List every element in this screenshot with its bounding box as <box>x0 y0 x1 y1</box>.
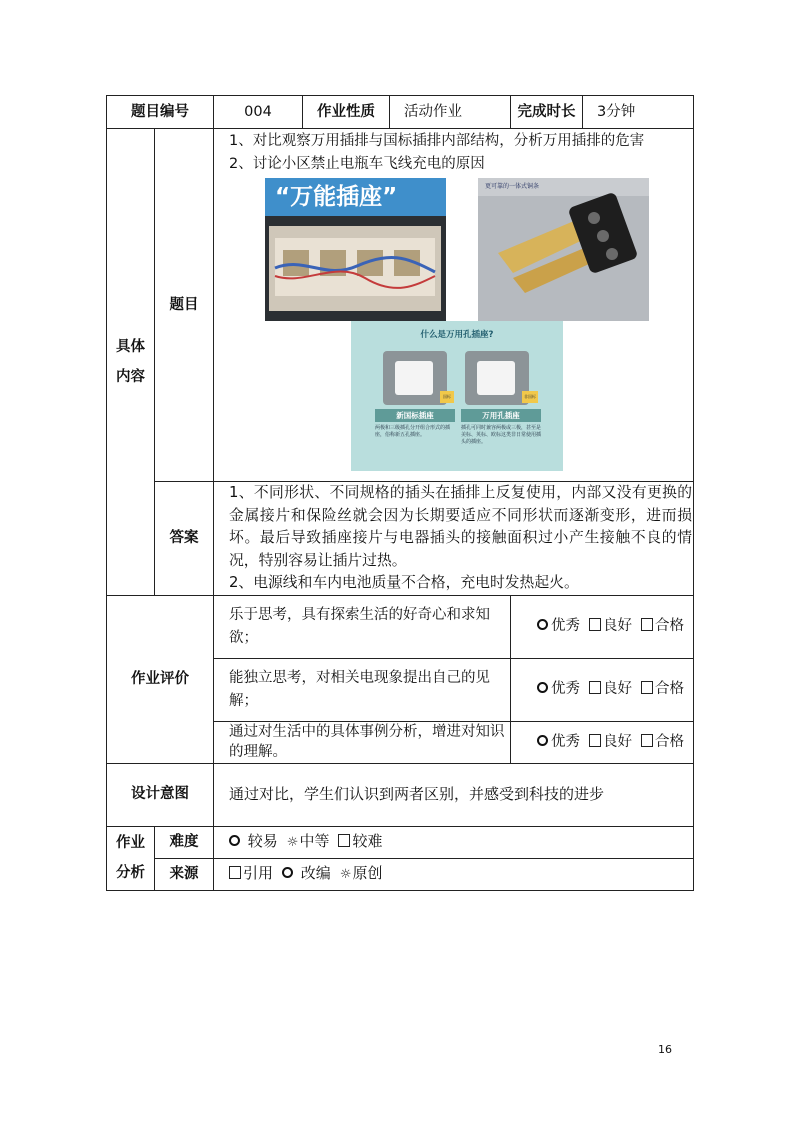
design-row <box>107 763 694 826</box>
rating-3 <box>511 721 694 763</box>
rating-option-excellent: 优秀 <box>551 681 580 697</box>
criterion-3: 通过对生活中的具体事例分析，增进对知识的理解。 <box>214 721 511 763</box>
source-row <box>107 858 694 890</box>
difficulty-easy: 较易 <box>247 832 278 850</box>
sun-radio-icon[interactable]: ☼ <box>286 835 299 850</box>
selected-radio-icon[interactable] <box>537 619 548 630</box>
nature-label: 作业性质 <box>303 96 390 129</box>
rating-option-good: 良好 <box>603 733 632 750</box>
image1-caption-bar <box>265 178 446 216</box>
checkbox-icon[interactable] <box>589 734 601 747</box>
answer-2: 2、电源线和车内电池质量不合格，充电时发热起火。 <box>229 574 579 591</box>
socket-panel-left <box>383 351 447 405</box>
badge-left: 国标 <box>440 391 454 403</box>
code-label: 题目编号 <box>107 96 214 129</box>
checkbox-icon[interactable] <box>589 618 601 631</box>
image3-title: 什么是万用孔插座? <box>420 330 494 340</box>
desc-right: 插孔可同时兼容两极或三极，甚至是美标、英标、欧标这类非日常使用插头的插座。 <box>461 425 542 445</box>
page-number: 16 <box>658 1043 672 1056</box>
checkbox-icon[interactable] <box>641 618 653 631</box>
desc-left: 两极和三级插孔分开组合形式的插座，俗称新五孔插座。 <box>375 425 451 438</box>
checkbox-icon[interactable] <box>338 834 350 847</box>
source-options <box>214 858 694 890</box>
header-row <box>107 96 694 129</box>
checkbox-icon[interactable] <box>641 681 653 694</box>
criterion-2: 能独立思考，对相关电现象提出自己的见解； <box>214 658 511 721</box>
difficulty-label: 难度 <box>155 826 214 858</box>
socket-face-left <box>395 361 433 395</box>
question-2: 2、讨论小区禁止电瓶车飞线充电的原因 <box>229 156 485 172</box>
answer-1: 1、不同形状、不同规格的插头在插排上反复使用，内部又没有更换的金属接片和保险丝就会因为长期要适应不同形状而逐渐变形，进而损坏。最后导致插座接片与电器插头的接触面积过小产生接触不良的情况，特别容易让插片过热。 <box>229 484 692 569</box>
selected-radio-icon[interactable] <box>537 735 548 746</box>
question-row <box>107 129 694 482</box>
sun-radio-icon[interactable]: ☼ <box>339 867 352 882</box>
question-cell <box>214 129 694 482</box>
label-left: 新国标插座 <box>375 409 455 422</box>
selected-radio-icon[interactable] <box>229 835 240 846</box>
homework-table <box>106 95 694 891</box>
rating-2 <box>511 658 694 721</box>
image1-caption: “万能插座” <box>275 184 398 210</box>
selected-radio-icon[interactable] <box>282 867 293 878</box>
source-label: 来源 <box>155 858 214 890</box>
copper-strip-illustration <box>478 178 649 321</box>
time-value: 3分钟 <box>583 96 694 129</box>
selected-radio-icon[interactable] <box>537 682 548 693</box>
question-images <box>229 176 691 481</box>
image2-caption: 更可靠的一体式铜条 <box>485 183 540 190</box>
rating-option-good: 良好 <box>603 618 632 634</box>
checkbox-icon[interactable] <box>641 734 653 747</box>
nature-value: 活动作业 <box>390 96 511 129</box>
difficulty-row <box>107 826 694 858</box>
evaluation-label: 作业评价 <box>107 595 214 763</box>
rating-option-excellent: 优秀 <box>551 618 580 634</box>
rating-option-pass: 合格 <box>655 733 684 750</box>
image-universal-socket-explainer <box>351 321 563 471</box>
rating-option-excellent: 优秀 <box>551 733 580 750</box>
answer-label: 答案 <box>155 482 214 596</box>
design-label: 设计意图 <box>107 763 214 826</box>
time-label: 完成时长 <box>511 96 583 129</box>
difficulty-options <box>214 826 694 858</box>
rating-option-pass: 合格 <box>655 681 684 697</box>
analysis-label <box>107 826 155 890</box>
checkbox-icon[interactable] <box>229 866 241 879</box>
criterion-1: 乐于思考，具有探索生活的好奇心和求知欲； <box>214 595 511 658</box>
rating-option-pass: 合格 <box>655 618 684 634</box>
source-original: 原创 <box>352 864 383 882</box>
badge-right: 非国标 <box>522 391 538 403</box>
difficulty-hard: 较难 <box>352 832 383 850</box>
question-1: 1、对比观察万用插排与国标插排内部结构，分析万用插排的危害 <box>229 133 645 149</box>
rating-option-good: 良好 <box>603 681 632 697</box>
question-label: 题目 <box>155 129 214 482</box>
answer-cell <box>214 482 694 596</box>
evaluation-row-1 <box>107 595 694 658</box>
source-cited: 引用 <box>243 864 274 882</box>
checkbox-icon[interactable] <box>589 681 601 694</box>
socket-face-right <box>477 361 515 395</box>
label-right: 万用孔插座 <box>461 409 541 422</box>
difficulty-medium: 中等 <box>299 832 330 850</box>
source-adapted: 改编 <box>300 864 331 882</box>
section-label-text: 具体 内容 <box>116 338 145 385</box>
answer-row <box>107 482 694 596</box>
image-universal-socket <box>265 178 446 321</box>
socket-panel-right <box>465 351 529 405</box>
section-label <box>107 129 155 596</box>
rating-1 <box>511 595 694 658</box>
image-integrated-copper-strip <box>478 178 649 321</box>
analysis-label-text: 作业 分析 <box>116 835 145 881</box>
design-text: 通过对比，学生们认识到两者区别，并感受到科技的进步 <box>214 763 694 826</box>
power-strip-illustration <box>265 216 446 321</box>
code-value: 004 <box>214 96 303 129</box>
